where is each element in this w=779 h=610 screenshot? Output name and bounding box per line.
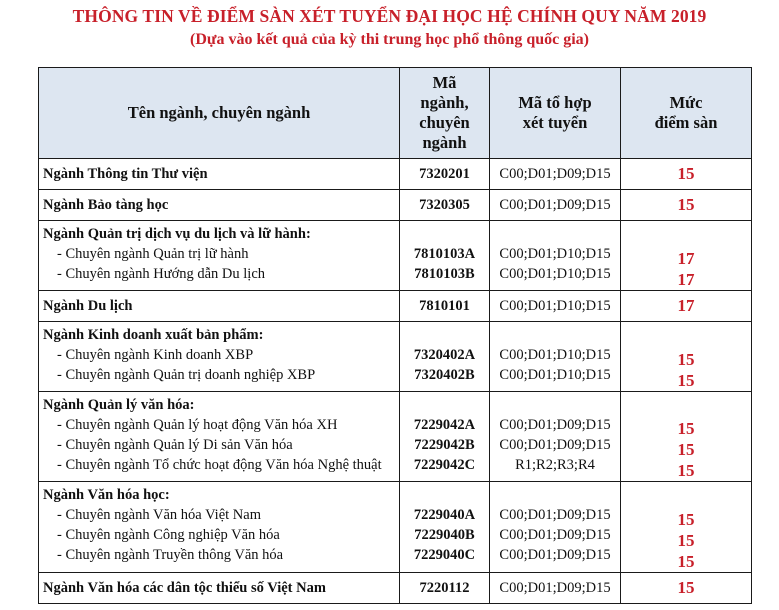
major-code: 7320305 <box>400 190 490 221</box>
floor-score: 15 <box>621 190 752 221</box>
major-code-cell <box>400 322 490 392</box>
document-subtitle: (Dựa vào kết quả của kỳ thi trung học phổ thông quốc gia) <box>190 31 589 48</box>
floor-score-cell <box>621 221 752 291</box>
sub-major-name: - Chuyên ngành Quản lý Di sản Văn hóa <box>57 437 293 453</box>
major-code: 7229040A <box>413 507 476 523</box>
combination-code: C00;D01;D10;D15 <box>490 291 621 322</box>
combination-code: C00;D01;D09;D15 <box>499 417 611 433</box>
sub-major-name: - Chuyên ngành Quản trị doanh nghiệp XBP <box>57 367 316 383</box>
major-name: Ngành Bảo tàng học <box>39 190 400 221</box>
sub-major-name: - Chuyên ngành Tổ chức hoạt động Văn hóa Nghệ thuật <box>57 457 382 473</box>
floor-score: 17 <box>677 249 695 268</box>
floor-score: 15 <box>621 573 752 604</box>
combination-cell <box>490 392 621 482</box>
major-code: 7229040B <box>414 527 475 543</box>
score-table <box>38 67 752 604</box>
major-group-title: Ngành Kinh doanh xuất bản phẩm: <box>43 327 264 343</box>
header-code-l2: ngành, <box>420 93 469 112</box>
header-comb-l1: Mã tổ hợp <box>518 93 592 112</box>
major-code-cell <box>400 392 490 482</box>
header-code <box>400 68 490 159</box>
table-row-group <box>39 392 752 482</box>
combination-code: C00;D01;D09;D15 <box>499 437 611 453</box>
major-code: 7220112 <box>400 573 490 604</box>
major-code: 7229042B <box>414 437 475 453</box>
combination-code: C00;D01;D09;D15 <box>499 507 611 523</box>
major-code-cell <box>400 221 490 291</box>
floor-score: 15 <box>677 350 695 369</box>
major-group-cell <box>39 482 400 573</box>
combination-cell <box>490 482 621 573</box>
major-name: Ngành Du lịch <box>39 291 400 322</box>
major-code: 7810103B <box>414 266 475 282</box>
sub-major-name: - Chuyên ngành Văn hóa Việt Nam <box>57 507 261 523</box>
combination-code: C00;D01;D09;D15 <box>499 547 611 563</box>
major-code-cell <box>400 482 490 573</box>
header-code-l1: Mã <box>432 73 457 92</box>
floor-score: 15 <box>677 510 695 529</box>
combination-code: C00;D01;D09;D15 <box>499 527 611 543</box>
table-row <box>39 190 752 221</box>
combination-code: C00;D01;D09;D15 <box>490 573 621 604</box>
combination-code: C00;D01;D10;D15 <box>499 266 611 282</box>
floor-score: 17 <box>621 291 752 322</box>
floor-score-cell <box>621 392 752 482</box>
floor-score-cell <box>621 322 752 392</box>
combination-code: C00;D01;D10;D15 <box>499 367 611 383</box>
combination-code: R1;R2;R3;R4 <box>515 457 595 473</box>
combination-code: C00;D01;D10;D15 <box>499 347 611 363</box>
table-row-group <box>39 482 752 573</box>
floor-score: 17 <box>677 270 695 289</box>
table-row <box>39 573 752 604</box>
major-group-cell <box>39 392 400 482</box>
floor-score: 15 <box>677 531 695 550</box>
major-code: 7229042C <box>413 457 476 473</box>
major-name: Ngành Thông tin Thư viện <box>39 159 400 190</box>
table-row-group <box>39 221 752 291</box>
table-header-row <box>39 68 752 159</box>
sub-major-name: - Chuyên ngành Quản lý hoạt động Văn hóa XH <box>57 417 338 433</box>
sub-major-name: - Chuyên ngành Hướng dẫn Du lịch <box>57 266 266 282</box>
major-group-title: Ngành Quản lý văn hóa: <box>43 397 195 413</box>
major-code: 7810103A <box>413 246 476 262</box>
sub-major-name: - Chuyên ngành Công nghiệp Văn hóa <box>57 527 280 543</box>
combination-code: C00;D01;D09;D15 <box>490 159 621 190</box>
combination-cell <box>490 322 621 392</box>
floor-score: 15 <box>677 371 695 390</box>
table-row-group <box>39 322 752 392</box>
sub-major-name: - Chuyên ngành Kinh doanh XBP <box>57 347 254 363</box>
header-code-l4: ngành <box>422 133 467 152</box>
header-score-l2: điểm sàn <box>654 113 718 132</box>
major-code: 7320402B <box>414 367 475 383</box>
header-comb-l2: xét tuyển <box>522 113 588 132</box>
major-name: Ngành Văn hóa các dân tộc thiểu số Việt Nam <box>39 573 400 604</box>
major-group-cell <box>39 221 400 291</box>
floor-score: 15 <box>677 419 695 438</box>
header-score-l1: Mức <box>669 93 703 112</box>
header-score <box>621 68 752 159</box>
combination-cell <box>490 221 621 291</box>
header-combination <box>490 68 621 159</box>
major-code: 7320201 <box>400 159 490 190</box>
sub-major-name: - Chuyên ngành Quản trị lữ hành <box>57 246 249 262</box>
table-row <box>39 159 752 190</box>
major-group-title: Ngành Quản trị dịch vụ du lịch và lữ hành: <box>43 226 311 242</box>
sub-major-name: - Chuyên ngành Truyền thông Văn hóa <box>57 547 284 563</box>
floor-score: 15 <box>677 461 695 480</box>
floor-score: 15 <box>677 552 695 571</box>
floor-score-cell <box>621 482 752 573</box>
combination-code: C00;D01;D10;D15 <box>499 246 611 262</box>
floor-score: 15 <box>677 440 695 459</box>
major-group-title: Ngành Văn hóa học: <box>43 487 170 503</box>
table-row <box>39 291 752 322</box>
major-code: 7320402A <box>413 347 476 363</box>
major-group-cell <box>39 322 400 392</box>
major-code: 7810101 <box>400 291 490 322</box>
header-code-l3: chuyên <box>419 113 470 132</box>
floor-score: 15 <box>621 159 752 190</box>
combination-code: C00;D01;D09;D15 <box>490 190 621 221</box>
document-title: THÔNG TIN VỀ ĐIỂM SÀN XÉT TUYỂN ĐẠI HỌC HỆ CHÍNH QUY NĂM 2019 <box>72 6 707 26</box>
header-name: Tên ngành, chuyên ngành <box>39 68 400 159</box>
major-code: 7229042A <box>413 417 476 433</box>
major-code: 7229040C <box>413 547 476 563</box>
